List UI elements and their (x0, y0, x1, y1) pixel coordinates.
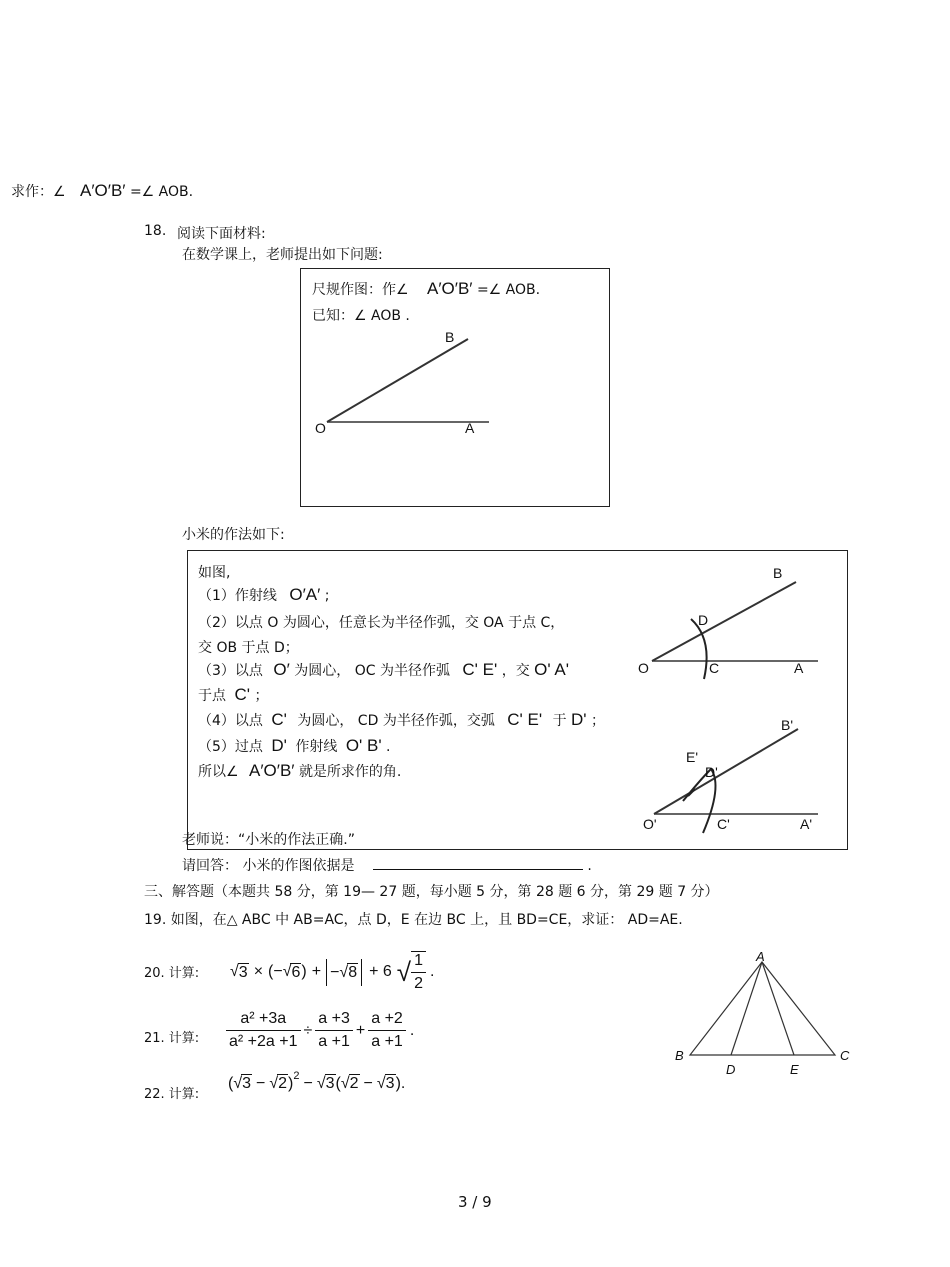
arc-cd (691, 619, 707, 679)
question-20-prefix: 20. 计算: (144, 966, 200, 981)
question-21-expression: $\frac{\text{a² +3a}}{\text{a² +2a +1}}$ ÷ $\frac{a +3}{a +1}$ + $\frac{a +2}{a +1}$ . (226, 1010, 414, 1051)
step-2b: 交 OB 于点 D； (198, 640, 299, 656)
segment-ad (731, 962, 762, 1055)
question-18-number: 18. (144, 223, 167, 239)
step-2: （2）以点 O 为圆心，任意长为半径作弧，交 OA 于点 C， (198, 615, 565, 631)
triangle-abc (690, 962, 835, 1055)
problem-line2: 已知：∠ AOB . (312, 308, 410, 324)
method-line0: 如图, (198, 565, 231, 581)
question-19: 19. 如图，在△ ABC 中 AB=AC，点 D，E 在边 BC 上，且 BD=CE，求证： AD=AE. (144, 912, 683, 928)
fraction-3: $\frac{a +2}{a +1}$ (368, 1010, 406, 1051)
question-22-prefix: 22. 计算: (144, 1087, 200, 1102)
abs-value: −√8 (326, 959, 362, 986)
label-b: B (445, 329, 455, 345)
triangle-label-c: C (840, 1048, 850, 1063)
answer-line: 请回答： 小米的作图依据是 . (182, 858, 592, 874)
question-20-expression: √ 3 × ( − √ 6 ) + −√8 + 6 √ $\frac{1}{2}$ . (230, 952, 435, 992)
fig1-label-d: D (698, 612, 709, 628)
segment-ae (762, 962, 794, 1055)
answer-blank[interactable] (373, 869, 583, 870)
question-21-prefix: 21. 计算: (144, 1031, 200, 1046)
problem-line3: 求作：∠ A′O′B′ =∠ AOB. (11, 181, 194, 200)
section-3-heading: 三、解答题（本题共 58 分，第 19— 27 题，每小题 5 分，第 28 题 6 分，第 29 题 7 分） (144, 884, 719, 900)
triangle-abc-figure (670, 948, 860, 1078)
ray-ob-prime (654, 729, 798, 814)
question-22-expression: ( √ 3 − √ 2 ) $^2$ − √ 3 ( √ 2 − √ 3 ) . (228, 1069, 406, 1092)
fig1-label-c: C (709, 660, 720, 676)
step-3b: 于点 C' ； (198, 685, 269, 704)
problem-line1: 尺规作图：作∠ A′O′B′ =∠ AOB. (312, 279, 541, 298)
fig2-label-d: D' (705, 764, 718, 780)
step-5: （5）过点 D' 作射线 O' B' . (198, 736, 391, 755)
fraction-1: $\frac{\text{a² +3a}}{\text{a² +2a +1}}$ (226, 1010, 301, 1051)
ray-ob-fig1 (652, 582, 796, 661)
construction-figure-1 (633, 559, 848, 689)
problem-box (300, 268, 610, 507)
step-3: （3）以点 O′ 为圆心， OC 为半径作弧 C' E' ，交 O' A' (198, 660, 569, 679)
fraction-2: $\frac{a +3}{a +1}$ (315, 1010, 353, 1051)
angle-aob-prime: A′O′B′ (427, 279, 473, 298)
triangle-label-a: A (756, 949, 765, 964)
question-18-intro: 阅读下面材料: (177, 226, 266, 242)
fig2-label-b: B' (781, 717, 794, 733)
conclusion: 所以∠ A′O′B′ 就是所求作的角. (198, 761, 402, 780)
method-box (187, 550, 848, 850)
fig1-label-a: A (794, 660, 804, 676)
fig2-label-c: C' (717, 816, 730, 832)
angle-aob-figure (301, 325, 609, 445)
page-number: 3 / 9 (458, 1193, 492, 1211)
teacher-comment: 老师说：“小米的作法正确.” (182, 832, 355, 848)
label-a: A (465, 420, 475, 436)
step-1: （1）作射线 O′A′ ; (198, 585, 330, 604)
triangle-label-b: B (675, 1048, 684, 1063)
fig2-label-a: A' (800, 816, 813, 832)
triangle-label-d: D (726, 1062, 736, 1077)
fig1-label-o: O (638, 660, 649, 676)
question-18-context: 在数学课上，老师提出如下问题: (182, 247, 383, 263)
fig2-label-e: E' (686, 749, 699, 765)
construction-figure-2 (633, 711, 848, 846)
ray-ob (327, 339, 468, 422)
fig1-label-b: B (773, 565, 783, 581)
fig2-label-o: O' (643, 816, 657, 832)
label-o: O (315, 420, 326, 436)
method-intro: 小米的作法如下: (182, 527, 285, 543)
triangle-label-e: E (790, 1062, 799, 1077)
step-4: （4）以点 C' 为圆心， CD 为半径作弧，交弧 C' E' 于 D' ； (198, 710, 606, 729)
fraction-one-half: $\frac{1}{2}$ (411, 951, 426, 993)
